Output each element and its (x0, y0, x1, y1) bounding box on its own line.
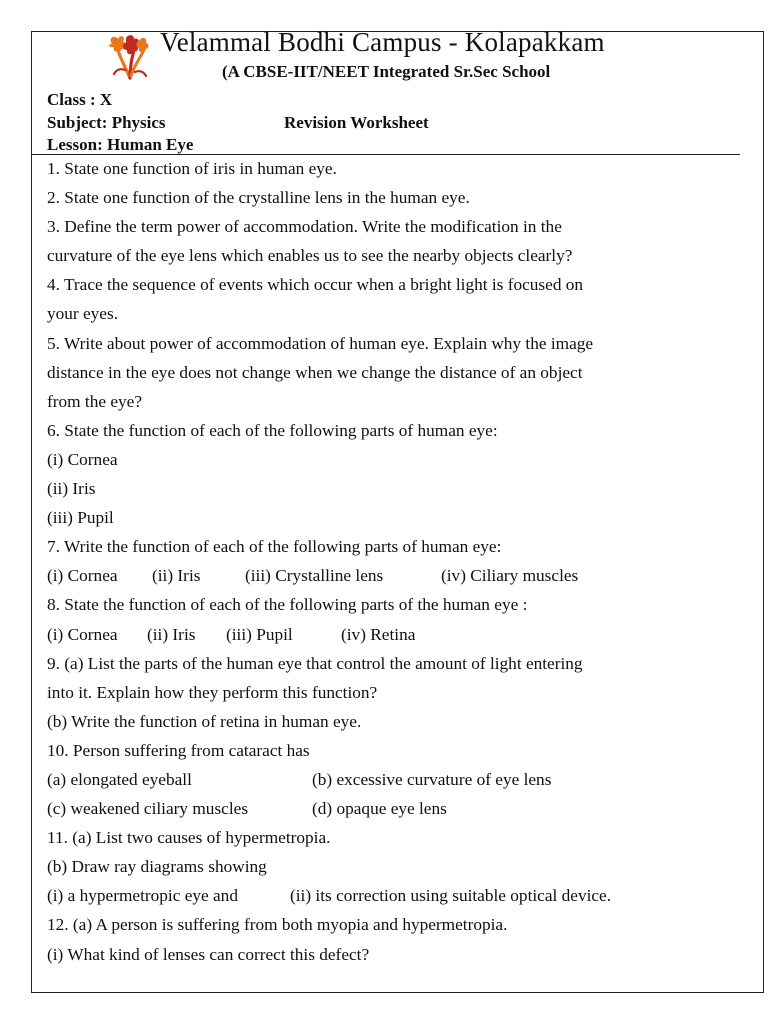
question-line: 10. Person suffering from cataract has (47, 740, 310, 760)
option-text: (i) a hypermetropic eye and (47, 886, 238, 906)
option-text: (iv) Ciliary muscles (441, 566, 579, 586)
question-line: (b) Draw ray diagrams showing (47, 857, 267, 877)
option-text: (b) excessive curvature of eye lens (312, 769, 552, 789)
question-line (47, 794, 747, 823)
worksheet-title: Revision Worksheet (284, 113, 429, 132)
lesson-line: Lesson: Human Eye (47, 135, 194, 154)
school-name: Velammal Bodhi Campus - Kolapakkam (160, 27, 605, 57)
question-line: 4. Trace the sequence of events which occur when a bright light is focused on (47, 275, 584, 295)
question-line: (iii) Pupil (47, 508, 114, 528)
question-line (47, 620, 747, 649)
option-text: (iv) Retina (341, 624, 416, 644)
question-line: 6. State the function of each of the following parts of human eye: (47, 420, 498, 440)
subject-line: Subject: Physics (47, 113, 166, 132)
question-line: 8. State the function of each of the following parts of the human eye : (47, 595, 528, 615)
question-line (47, 881, 747, 910)
option-text: (i) Cornea (47, 624, 118, 644)
question-line: 9. (a) List the parts of the human eye that control the amount of light entering (47, 653, 583, 673)
question-line: (b) Write the function of retina in human eye. (47, 711, 362, 731)
option-text: (iii) Pupil (226, 624, 293, 644)
school-logo-icon (104, 30, 154, 80)
question-line: 3. Define the term power of accommodation. Write the modification in the (47, 217, 562, 237)
question-line (47, 765, 747, 794)
question-line: your eyes. (47, 304, 119, 324)
question-line (47, 561, 747, 590)
option-text: (ii) Iris (152, 566, 201, 586)
question-line: 1. State one function of iris in human eye. (47, 159, 337, 178)
school-subtitle: (A CBSE-IIT/NEET Integrated Sr.Sec School (222, 62, 551, 81)
question-line: 11. (a) List two causes of hypermetropia. (47, 828, 331, 848)
question-line: 5. Write about power of accommodation of human eye. Explain why the image (47, 333, 594, 353)
option-text: (ii) its correction using suitable optical device. (290, 886, 612, 906)
question-line: 2. State one function of the crystalline lens in the human eye. (47, 188, 470, 208)
option-text: (iii) Crystalline lens (245, 566, 384, 586)
question-line: (i) What kind of lenses can correct this defect? (47, 944, 370, 964)
question-line: curvature of the eye lens which enables us to see the nearby objects clearly? (47, 246, 573, 266)
question-line: into it. Explain how they perform this function? (47, 682, 378, 702)
option-text: (ii) Iris (147, 624, 196, 644)
question-list (47, 154, 747, 969)
question-line: from the eye? (47, 391, 142, 411)
option-text: (d) opaque eye lens (312, 799, 447, 819)
option-text: (c) weakened ciliary muscles (47, 799, 249, 819)
question-line: (i) Cornea (47, 449, 118, 469)
question-line: distance in the eye does not change when we change the distance of an object (47, 362, 583, 382)
question-line: 7. Write the function of each of the following parts of human eye: (47, 537, 502, 557)
class-line: Class : X (47, 90, 113, 109)
question-line: 12. (a) A person is suffering from both myopia and hypermetropia. (47, 915, 508, 935)
question-line: (ii) Iris (47, 479, 96, 499)
option-text: (a) elongated eyeball (47, 769, 192, 789)
option-text: (i) Cornea (47, 566, 118, 586)
